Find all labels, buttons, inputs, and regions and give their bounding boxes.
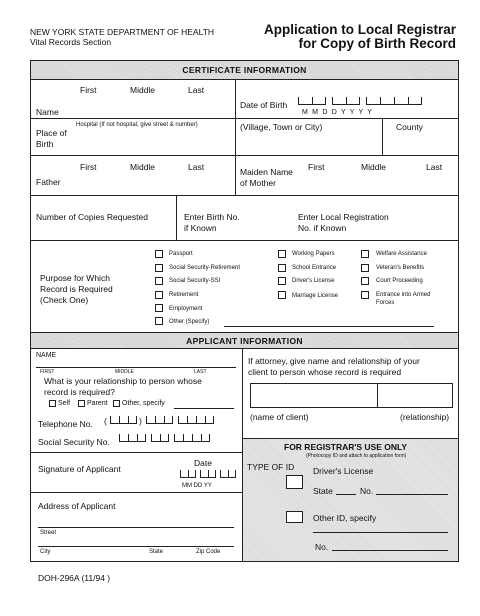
applicant-first-label: FIRST: [40, 369, 55, 375]
registrar-no-line[interactable]: [376, 494, 448, 495]
attorney-text-2: client to person whose record is required: [248, 367, 402, 377]
form-id: DOH-296A (11/94 ): [38, 573, 111, 583]
relationship-question-2: record is required?: [44, 387, 115, 397]
divider: [235, 155, 236, 195]
telephone-boxes[interactable]: ( ): [104, 416, 234, 428]
divider: [30, 195, 459, 196]
mother-middle-label: Middle: [361, 162, 387, 172]
school-entrance-option: School Entrance: [292, 265, 337, 271]
street-label: Street: [40, 530, 57, 536]
certificate-band: [31, 61, 458, 80]
divider: [30, 118, 459, 119]
armed-forces-option-2: Forces: [376, 300, 395, 306]
section-name: Vital Records Section: [30, 37, 112, 47]
divider: [176, 195, 177, 240]
other-relationship-option: Other, specify: [122, 400, 165, 407]
address-label: Address of Applicant: [38, 501, 116, 511]
certificate-band-title: CERTIFICATE INFORMATION: [182, 65, 307, 75]
client-box-divider: [377, 383, 378, 408]
registrar-other-id-line[interactable]: [313, 532, 448, 533]
department-name: NEW YORK STATE DEPARTMENT OF HEALTH: [30, 27, 215, 37]
registrar-photocopy-note: (Photocopy ID and attach to application form): [306, 453, 407, 459]
city-label: City: [40, 549, 51, 555]
dob-boxes[interactable]: [298, 97, 448, 107]
court-option: Court Proceeding: [376, 278, 423, 284]
local-reg-label-2: No. if Known: [298, 223, 347, 233]
employment-checkbox[interactable]: [155, 304, 163, 312]
maiden-label: Maiden Name: [240, 167, 293, 177]
armed-forces-option: Entrance into Armed: [376, 292, 431, 298]
purpose-label-2: Record is Required: [40, 284, 113, 294]
name-label: Name: [36, 107, 59, 117]
county-label: County: [396, 122, 423, 132]
date-format: MM DD YY: [182, 483, 212, 489]
mother-last-label: Last: [426, 162, 443, 172]
employment-option: Employment: [169, 306, 203, 312]
father-middle-label: Middle: [130, 162, 156, 172]
name-last-label: Last: [188, 85, 205, 95]
village-label: (Village, Town or City): [240, 122, 323, 132]
relationship-question: What is your relationship to person whose: [44, 376, 202, 386]
registrar-drivers-license: Driver's License: [313, 466, 374, 476]
zip-label: Zip Code: [196, 549, 221, 555]
registrar-no2-label: No.: [315, 542, 329, 552]
drivers-license-checkbox[interactable]: [278, 277, 286, 285]
applicant-name-line[interactable]: [36, 367, 236, 368]
applicant-band: [31, 332, 458, 349]
retirement-option: Retirement: [169, 292, 199, 298]
applicant-band-title: APPLICANT INFORMATION: [186, 336, 303, 346]
date-label: Date: [194, 458, 212, 468]
copies-label: Number of Copies Requested: [36, 212, 148, 222]
parent-checkbox[interactable]: [78, 400, 85, 407]
drivers-license-id-checkbox[interactable]: [286, 475, 303, 489]
court-checkbox[interactable]: [361, 277, 369, 285]
divider: [30, 492, 242, 493]
ss-retirement-option: Social Security-Retirement: [169, 265, 241, 271]
dob-label: Date of Birth: [240, 100, 288, 110]
divider: [235, 80, 236, 118]
form-title-line1: Application to Local Registrar: [263, 22, 456, 37]
retirement-checkbox[interactable]: [155, 291, 163, 299]
registrar-state-line[interactable]: [336, 494, 356, 495]
registrar-no2-line[interactable]: [332, 550, 448, 551]
passport-option: Passport: [169, 251, 193, 257]
state-label: State: [149, 549, 164, 555]
hospital-hint: Hospital (If not hospital, give street & number): [76, 122, 198, 128]
registrar-no-label: No.: [360, 486, 374, 496]
applicant-last-label: LAST: [194, 369, 207, 375]
veterans-checkbox[interactable]: [361, 264, 369, 272]
signature-label: Signature of Applicant: [38, 464, 121, 474]
welfare-checkbox[interactable]: [361, 250, 369, 258]
divider: [30, 240, 459, 241]
other-id-checkbox[interactable]: [286, 511, 303, 523]
applicant-middle-label: MIDDLE: [115, 369, 134, 375]
ssn-label: Social Security No.: [38, 437, 110, 447]
father-label: Father: [36, 177, 61, 187]
place-birth-label-2: Birth: [36, 139, 54, 149]
mother-first-label: First: [308, 162, 325, 172]
school-entrance-checkbox[interactable]: [278, 264, 286, 272]
ssn-boxes[interactable]: [119, 434, 237, 446]
other-specify-line[interactable]: [224, 326, 434, 327]
divider: [30, 452, 242, 453]
client-box[interactable]: [250, 383, 453, 408]
ss-ssi-checkbox[interactable]: [155, 277, 163, 285]
welfare-option: Welfare Assistance: [376, 251, 427, 257]
purpose-label-3: (Check One): [40, 295, 89, 305]
local-reg-label: Enter Local Registration: [298, 212, 389, 222]
form-title-line2: for Copy of Birth Record: [298, 36, 456, 51]
registrar-title: FOR REGISTRAR'S USE ONLY: [284, 442, 408, 452]
relationship-label: (relationship): [400, 412, 450, 422]
other-relationship-checkbox[interactable]: [113, 400, 120, 407]
applicant-name-label: NAME: [36, 352, 57, 359]
birth-no-label: Enter Birth No.: [184, 212, 240, 222]
name-first-label: First: [80, 85, 97, 95]
father-last-label: Last: [188, 162, 205, 172]
divider: [235, 118, 236, 155]
marriage-license-option: Marriage License: [292, 293, 339, 299]
registrar-state-label: State: [313, 486, 333, 496]
birth-no-label-2: if Known: [184, 223, 217, 233]
veterans-option: Veteran's Benefits: [376, 265, 425, 271]
parent-option: Parent: [87, 400, 108, 407]
ss-ssi-option: Social Security-SSI: [169, 278, 221, 284]
attorney-text: If attorney, give name and relationship of your: [248, 356, 420, 366]
registrar-other-id: Other ID, specify: [313, 513, 377, 523]
other-specify-option: Other (Specify): [169, 319, 210, 325]
self-checkbox[interactable]: [49, 400, 56, 407]
type-of-id-label: TYPE OF ID: [247, 462, 295, 472]
maiden-label-2: of Mother: [240, 178, 276, 188]
purpose-label: Purpose for Which: [40, 273, 110, 283]
self-option: Self: [58, 400, 71, 407]
other-relationship-line[interactable]: [174, 408, 234, 409]
divider: [382, 118, 383, 155]
other-specify-checkbox[interactable]: [155, 317, 163, 325]
father-first-label: First: [80, 162, 97, 172]
place-birth-label: Place of: [36, 128, 67, 138]
drivers-license-option: Driver's License: [292, 278, 335, 284]
working-papers-checkbox[interactable]: [278, 250, 286, 258]
divider: [30, 155, 459, 156]
working-papers-option: Working Papers: [292, 251, 335, 257]
passport-checkbox[interactable]: [155, 250, 163, 258]
signature-date-boxes[interactable]: [180, 470, 238, 480]
telephone-label: Telephone No.: [38, 419, 93, 429]
name-middle-label: Middle: [130, 85, 156, 95]
street-line[interactable]: [38, 527, 234, 528]
dob-format: M M D D Y Y Y Y: [302, 109, 374, 116]
armed-forces-checkbox[interactable]: [361, 291, 369, 299]
client-label: (name of client): [250, 412, 309, 422]
ss-retirement-checkbox[interactable]: [155, 264, 163, 272]
marriage-license-checkbox[interactable]: [278, 291, 286, 299]
city-line[interactable]: [38, 546, 234, 547]
